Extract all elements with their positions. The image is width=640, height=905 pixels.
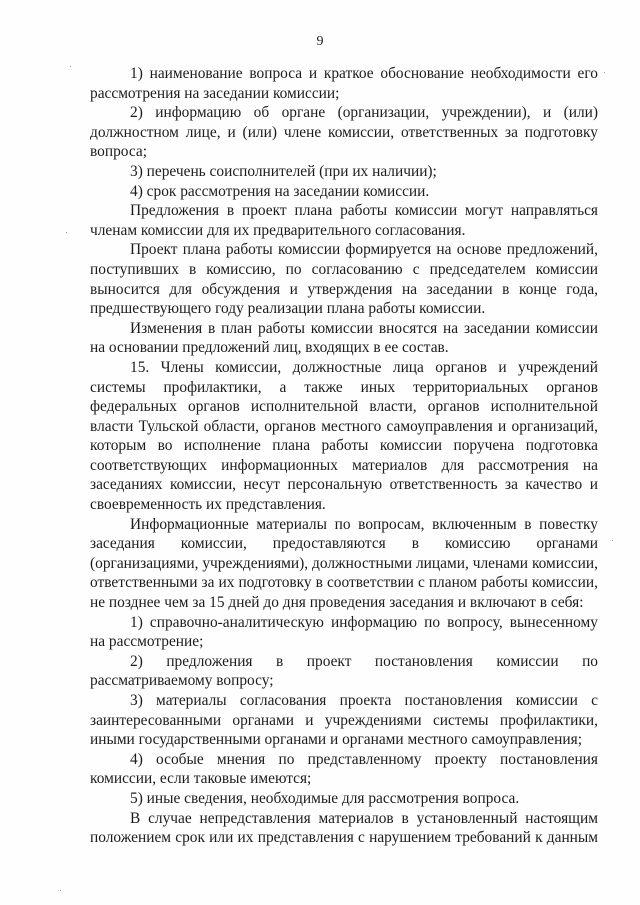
paragraph-materials-item-4: 4) особые мнения по представленному проекту постановления комиссии, если таковые имеются; [90,750,598,788]
scan-speck [604,72,605,73]
paragraph-info-materials: Информационные материалы по вопросам, включенным в повестку заседания комиссии, предоставляются в комиссию органами (организациями, учреждениями), должностными лицами, членами комиссии, ответственными за их подготовку в соответствии с планом работы комиссии, не позднее чем за 15 дней до дня проведения заседания и включают в себя: [90,515,598,612]
paragraph-non-submission: В случае непредставления материалов в установленный настоящим положением срок или их представления с нарушением требований к данным [90,809,598,847]
paragraph-item-3: 3) перечень соисполнителей (при их наличии); [130,162,437,180]
paragraph-materials-item-5: 5) иные сведения, необходимые для рассмотрения вопроса. [130,789,520,807]
scan-speck [612,540,613,541]
scan-speck [60,890,61,891]
document-body [90,64,598,848]
page-number: 9 [316,34,324,49]
paragraph-materials-item-3: 3) материалы согласования проекта постановления комиссии с заинтересованными органами и учреждениями системы профилактики, иными государственными органами и органами местного самоуправления; [90,692,598,749]
scan-speck [70,66,71,67]
paragraph-proposals: Предложения в проект плана работы комиссии могут направляться членам комиссии для их предварительного согласования. [90,202,598,239]
paragraph-item-2: 2) информацию об органе (организации, учреждении), и (или) должностном лице, и (или) члене комиссии, ответственных за подготовку вопроса; [90,104,598,161]
paragraph-item-1: 1) наименование вопроса и краткое обоснование необходимости его рассмотрения на заседании комиссии; [90,65,598,102]
paragraph-section-15: 15. Члены комиссии, должностные лица органов и учреждений системы профилактики, а также иных территориальных органов федеральных органов исполнительной власти, органов исполнительной власти Тульской области, органов местного самоуправления и организаций, которым во исполнение плана работы комиссии поручена подготовка соответствующих информационных материалов для рассмотрения на заседаниях комиссии, несут персональную ответственность за качество и своевременность их представления. [90,358,598,514]
paragraph-plan-changes: Изменения в план работы комиссии вносятся на заседании комиссии на основании предложений лиц, входящих в ее состав. [90,319,598,357]
scan-speck [66,232,67,233]
paragraph-item-4: 4) срок рассмотрения на заседании комиссии. [130,182,430,200]
paragraph-plan-draft: Проект плана работы комиссии формируется на основе предложений, поступивших в комиссию, по согласованию с председателем комиссии выносится для обсуждения и утверждения на заседании в конце года, предшествующего году реализации плана работы комиссии. [90,241,598,318]
paragraph-materials-item-2: 2) предложения в проект постановления комиссии по рассматриваемому вопросу; [90,652,598,690]
paragraph-materials-item-1: 1) справочно-аналитическую информацию по вопросу, вынесенному на рассмотрение; [90,613,598,651]
